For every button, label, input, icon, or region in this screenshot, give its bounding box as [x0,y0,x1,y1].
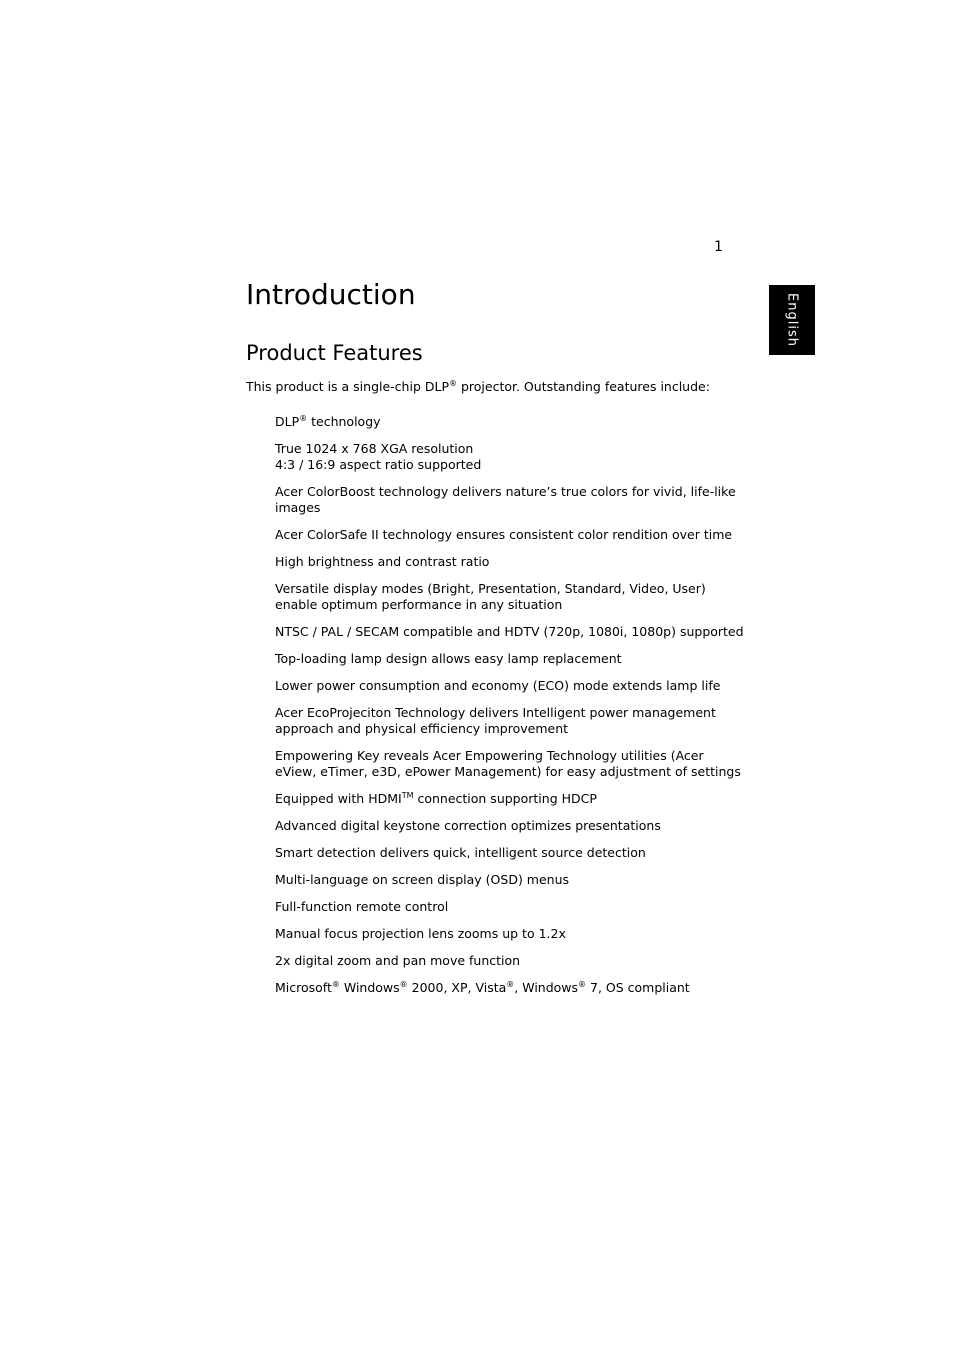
feature-item [275,705,735,737]
feature-text: 2x digital zoom and pan move function [275,953,521,968]
feature-line [275,953,735,969]
feature-superscript: ® [506,980,515,989]
feature-text: Top-loading lamp design allows easy lamp replacement [275,651,622,666]
feature-text: Advanced digital keystone correction optimizes presentations [275,818,661,833]
feature-line [275,678,735,694]
feature-text: 2000, XP, Vista [407,980,507,995]
feature-item [275,441,735,473]
section-intro [246,378,710,396]
feature-item [275,791,735,807]
feature-text: Full-function remote control [275,899,449,914]
feature-line [275,818,735,834]
feature-superscript: TM [401,791,414,800]
feature-line [275,872,735,888]
feature-line [275,624,744,640]
feature-text: Acer EcoProjeciton Technology delivers Intelligent power management [275,705,716,720]
feature-line [275,721,735,737]
feature-line [275,414,735,430]
feature-text: , Windows [514,980,579,995]
feature-text: 7, OS compliant [586,980,690,995]
feature-item [275,554,735,570]
feature-item [275,926,735,942]
feature-text: Equipped with HDMI [275,791,402,806]
language-tab [769,285,815,355]
feature-text: Smart detection delivers quick, intelligent source detection [275,845,646,860]
feature-text: technology [307,414,381,429]
feature-line [275,980,735,996]
feature-item [275,484,735,516]
feature-text: Multi-language on screen display (OSD) menus [275,872,570,887]
registered-mark: ® [448,379,457,388]
feature-item [275,581,735,613]
feature-line [275,791,735,807]
feature-list [275,414,744,1007]
feature-text: NTSC / PAL / SECAM compatible and HDTV (720p, 1080i, 1080p) supported [275,624,744,639]
feature-text: eView, eTimer, e3D, ePower Management) for easy adjustment of settings [275,764,741,779]
page-number: 1 [714,239,723,255]
feature-superscript: ® [299,414,308,423]
feature-item [275,899,735,915]
feature-line [275,651,735,667]
feature-text: Lower power consumption and economy (ECO) mode extends lamp life [275,678,721,693]
feature-superscript: ® [399,980,408,989]
feature-item [275,527,735,543]
feature-text: 4:3 / 16:9 aspect ratio supported [275,457,482,472]
feature-item [275,624,744,640]
feature-text: Acer ColorSafe II technology ensures consistent color rendition over time [275,527,733,542]
feature-line [275,705,735,721]
feature-text: enable optimum performance in any situation [275,597,563,612]
language-tab-label: English [784,293,800,347]
feature-superscript: ® [331,980,340,989]
feature-item [275,845,735,861]
feature-line [275,581,735,597]
intro-text-after: projector. Outstanding features include: [456,379,710,394]
feature-line [275,457,735,473]
feature-item [275,678,735,694]
feature-text: Microsoft [275,980,332,995]
intro-text-before: This product is a single-chip DLP [246,379,449,394]
feature-text: connection supporting HDCP [413,791,597,806]
feature-item [275,872,735,888]
feature-item [275,748,741,780]
feature-line [275,484,735,500]
feature-text: True 1024 x 768 XGA resolution [275,441,474,456]
feature-item [275,414,735,430]
feature-line [275,441,735,457]
feature-text: High brightness and contrast ratio [275,554,490,569]
feature-text: Windows [339,980,400,995]
feature-text: images [275,500,321,515]
feature-text: DLP [275,414,300,429]
feature-line [275,554,735,570]
feature-text: approach and physical efficiency improvement [275,721,569,736]
section-title: Product Features [246,341,423,365]
feature-item [275,953,735,969]
feature-line [275,926,735,942]
feature-line [275,500,735,516]
feature-item [275,818,735,834]
feature-text: Versatile display modes (Bright, Presentation, Standard, Video, User) [275,581,706,596]
page-title: Introduction [246,278,416,311]
feature-line [275,845,735,861]
feature-line [275,748,735,764]
feature-text: Acer ColorBoost technology delivers nature’s true colors for vivid, life-like [275,484,736,499]
feature-item [275,980,735,996]
feature-line [275,764,741,780]
feature-item [275,651,735,667]
feature-line [275,597,735,613]
feature-superscript: ® [578,980,587,989]
feature-text: Manual focus projection lens zooms up to 1.2x [275,926,566,941]
feature-line [275,899,735,915]
feature-line [275,527,735,543]
feature-text: Empowering Key reveals Acer Empowering Technology utilities (Acer [275,748,704,763]
